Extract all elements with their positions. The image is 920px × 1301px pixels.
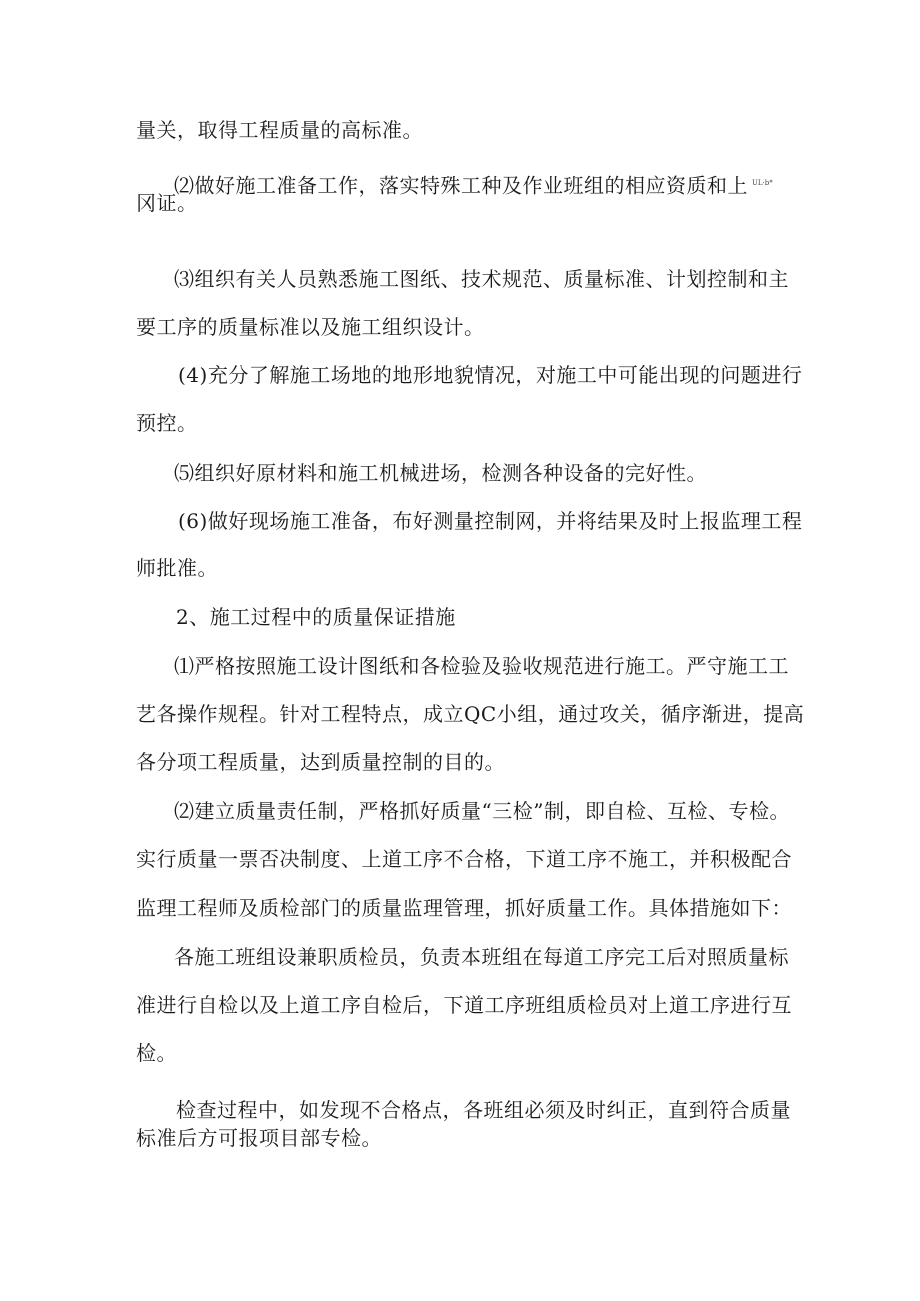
text-line: 各分项工程质量，达到质量控制的目的。 [136, 750, 505, 774]
text-line: 量关，取得工程质量的高标准。 [136, 118, 423, 142]
text-line: ⑶组织有关人员熟悉施工图纸、技术规范、质量标准、计划控制和主 [174, 267, 789, 291]
text-line: (6)做好现场施工准备，布好测量控制网，并将结果及时上报监理工程 [178, 509, 803, 533]
text-line: 检。 [136, 1041, 177, 1065]
text-line: ⑸组织好原材料和施工机械进场，检测各种设备的完好性。 [174, 461, 707, 485]
text-line: ⑴严格按照施工设计图纸和各检验及验收规范进行施工。严守施工工 [174, 654, 789, 678]
text-line: 冈证。 [136, 191, 198, 215]
text-line: ⑵建立质量责任制，严格抓好质量“三检”制，即自检、互检、专检。 [174, 799, 790, 823]
section-heading: 2、施工过程中的质量保证措施 [176, 605, 456, 629]
text-line: ⑵做好施工准备工作，落实特殊工种及作业班组的相应资质和上 $^{UL\cdot b*}$ [174, 173, 773, 198]
text-line: 预控。 [136, 411, 198, 435]
text-line: (4)充分了解施工场地的地形地貌情况，对施工中可能出现的问题进行 [178, 363, 803, 387]
scan-artifact-mark: UL·b* [752, 179, 773, 187]
text-line: 准进行自检以及上道工序自检后，下道工序班组质检员对上道工序进行互 [136, 993, 792, 1017]
text-line: 各施工班组设兼职质检员，负责本班组在每道工序完工后对照质量标 [174, 945, 789, 969]
text-line: 艺各操作规程。针对工程特点，成立QC小组，通过攻关，循序渐进，提高 [136, 702, 805, 726]
text-line: 监理工程师及质检部门的质量监理管理，抓好质量工作。具体措施如下： [136, 896, 792, 920]
text-line: 师批准。 [136, 556, 218, 580]
text-line: 实行质量一票否决制度、上道工序不合格，下道工序不施工，并积极配合 [136, 847, 792, 871]
text-line: 标准后方可报项目部专检。 [136, 1126, 382, 1150]
text-line: 要工序的质量标准以及施工组织设计。 [136, 315, 485, 339]
text-line: 检查过程中，如发现不合格点，各班组必须及时纠正，直到符合质量 [176, 1098, 791, 1122]
